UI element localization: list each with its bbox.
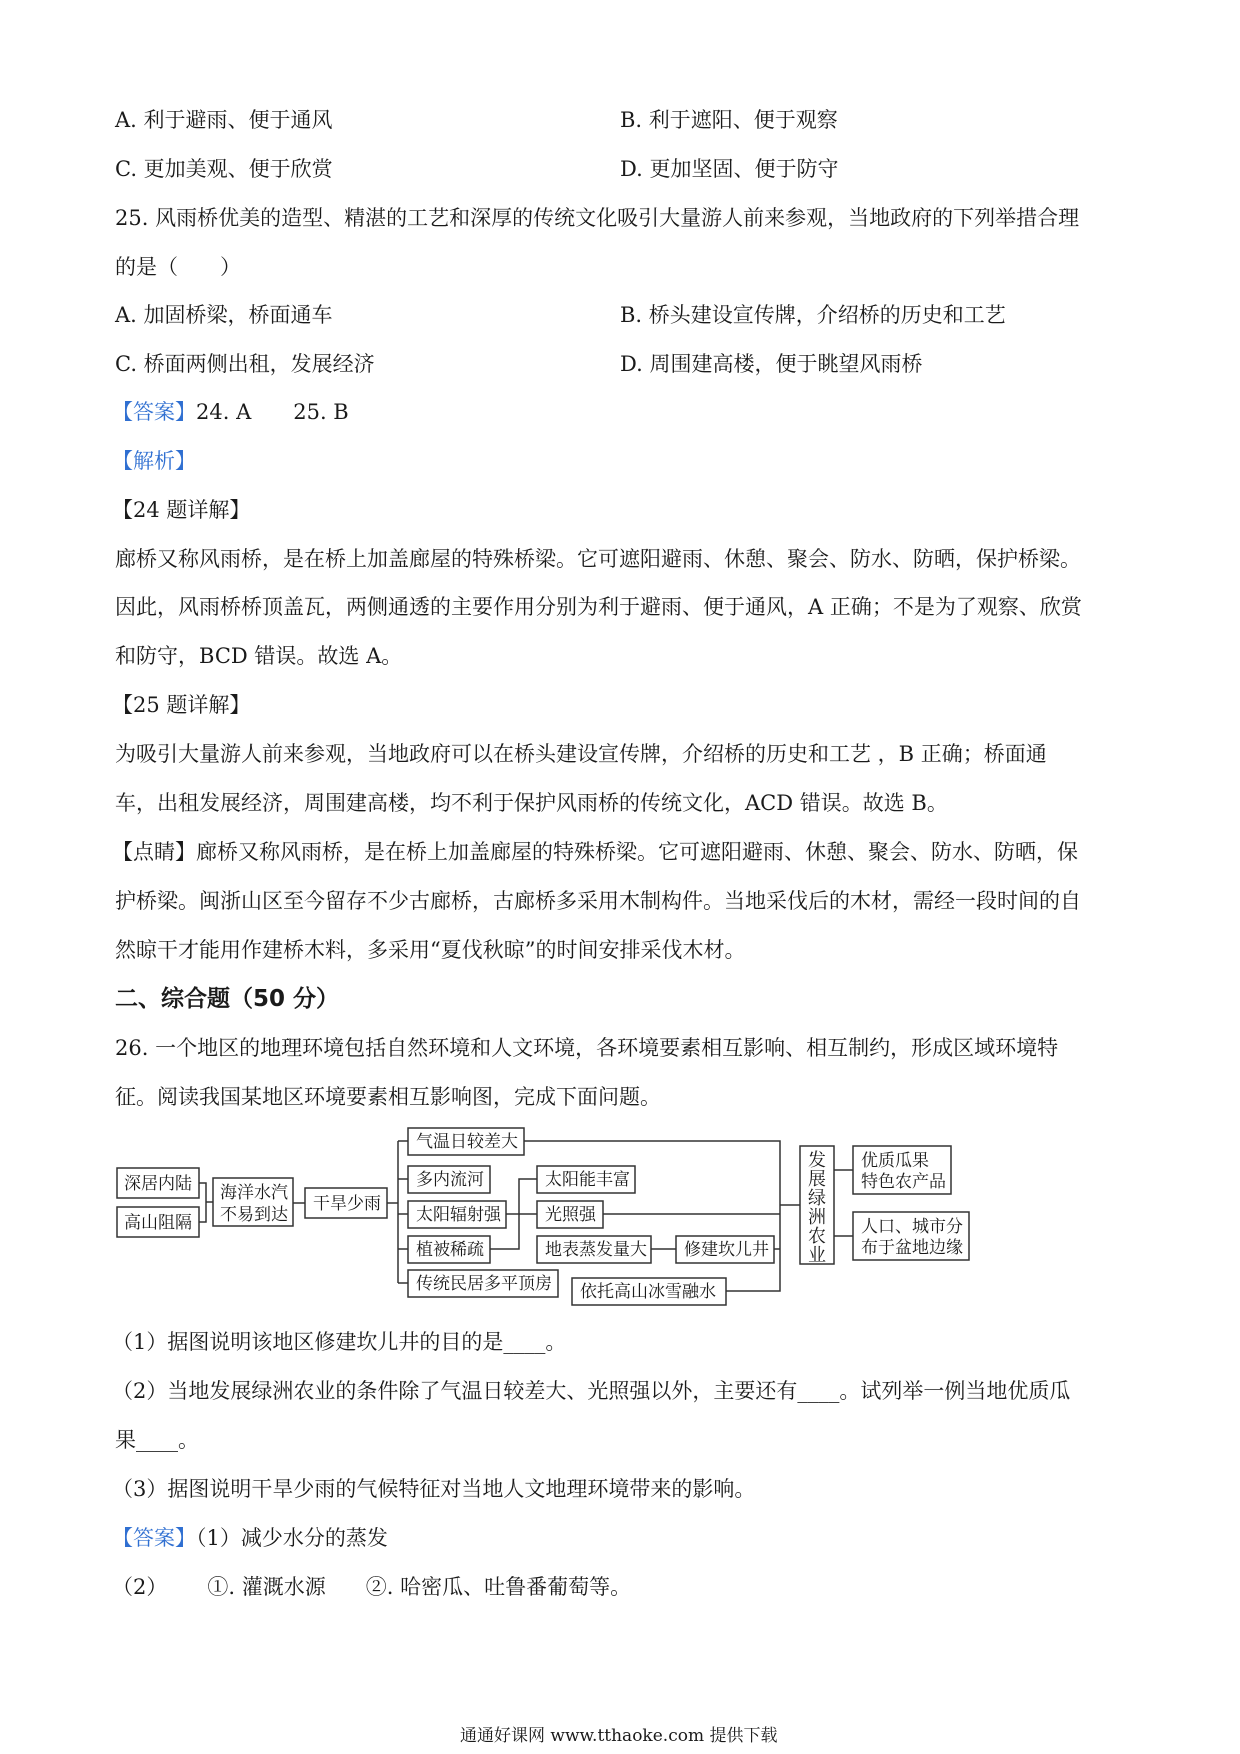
label-population-1: 人口、城市分 (861, 1217, 963, 1237)
detail-24-line1: 廊桥又称风雨桥，是在桥上加盖廊屋的特殊桥梁。它可遮阳避雨、休憩、聚会、防水、防晒，保护桥梁。 (115, 547, 1081, 571)
label-karez: 修建坎儿井 (684, 1240, 769, 1260)
answer-26-tag: 【答案】 (112, 1526, 196, 1550)
label-flat-roof: 传统民居多平顶房 (416, 1274, 552, 1294)
detail-25-title: 【25 题详解】 (112, 693, 251, 717)
label-population-2: 布于盆地边缘 (861, 1238, 963, 1258)
q25-stem-line1: 25. 风雨桥优美的造型、精湛的工艺和深厚的传统文化吸引大量游人前来参观，当地政府的下列举措合理 (115, 206, 1080, 230)
answer-tag: 【答案】 (112, 400, 196, 424)
detail-25-line1: 为吸引大量游人前来参观，当地政府可以在桥头建设宣传牌，介绍桥的历史和工艺 ，B 正确；桥面通 (115, 742, 1047, 766)
q26-part2-line2: 果____。 (115, 1428, 199, 1452)
label-oasis-char-6: 业 (808, 1245, 826, 1266)
answer-26-text-1: （1）减少水分的蒸发 (196, 1526, 388, 1550)
tip-text-1: 廊桥又称风雨桥，是在桥上加盖廊屋的特殊桥梁。它可遮阳避雨、休憩、聚会、防水、防晒，保 (196, 840, 1078, 864)
q26-part1: （1）据图说明该地区修建坎儿井的目的是____。 (112, 1330, 567, 1354)
label-oasis-char-3: 绿 (808, 1188, 826, 1209)
label-arid: 干旱少雨 (313, 1194, 381, 1214)
q25-option-d: D. 周围建高楼，便于眺望风雨桥 (620, 352, 923, 376)
answer-26-line2 (112, 1573, 631, 1601)
q25-option-c: C. 桥面两侧出租，发展经济 (115, 352, 375, 376)
label-oasis-char-1: 发 (808, 1150, 826, 1171)
q24-option-a: A. 利于避雨、便于通风 (115, 108, 333, 132)
q24-option-d: D. 更加坚固、便于防守 (620, 157, 839, 181)
label-oasis-char-5: 农 (808, 1226, 826, 1247)
answer-26-line1 (112, 1524, 388, 1552)
label-mountains: 高山阻隔 (124, 1213, 192, 1233)
tip-tag: 【点睛】 (112, 840, 196, 864)
q25-option-a: A. 加固桥梁，桥面通车 (115, 303, 333, 327)
label-solar-rad: 太阳辐射强 (416, 1205, 501, 1225)
footer-source: 通通好课网 www.tthaoke.com 提供下载 (460, 1726, 778, 1746)
detail-24-line2: 因此，风雨桥桥顶盖瓦，两侧通透的主要作用分别为利于避雨、便于通风，A 正确；不是为了观察、欣赏 (115, 595, 1082, 619)
detail-24-line3: 和防守，BCD 错误。故选 A。 (115, 644, 403, 668)
q24-option-c: C. 更加美观、便于欣赏 (115, 157, 333, 181)
tip-line2: 护桥梁。闽浙山区至今留存不少古廊桥，古廊桥多采用木制构件。当地采伐后的木材，需经一段时间的自 (115, 889, 1081, 913)
label-deep-inland: 深居内陆 (124, 1174, 192, 1194)
label-ocean-2: 不易到达 (220, 1205, 288, 1225)
label-temp-range: 气温日较差大 (416, 1132, 518, 1152)
label-oasis-char-2: 展 (808, 1169, 826, 1190)
label-solar-energy: 太阳能丰富 (545, 1170, 630, 1190)
label-fruit-2: 特色农产品 (861, 1172, 946, 1192)
label-ocean-1: 海洋水汽 (220, 1183, 288, 1203)
tip-line3: 然晾干才能用作建桥木料，多采用“夏伐秋晾”的时间安排采伐木材。 (115, 938, 746, 962)
detail-25-line2: 车，出租发展经济，周围建高楼，均不利于保护风雨桥的传统文化，ACD 错误。故选 B。 (115, 791, 948, 815)
label-sparse-veg: 植被稀疏 (416, 1240, 484, 1260)
answer-26-part2-a: ①. 灌溉水源 (207, 1575, 326, 1599)
label-evaporation: 地表蒸发量大 (545, 1240, 647, 1260)
answer-text: 24. A 25. B (196, 400, 349, 424)
q26-part3: （3）据图说明干旱少雨的气候特征对当地人文地理环境带来的影响。 (112, 1477, 756, 1501)
q25-stem-line2: 的是（ ） (115, 255, 241, 279)
section-title: 二、综合题（50 分） (115, 986, 340, 1012)
q25-option-b: B. 桥头建设宣传牌，介绍桥的历史和工艺 (620, 303, 1006, 327)
analysis-tag: 【解析】 (112, 449, 196, 473)
label-inland-rivers: 多内流河 (416, 1170, 484, 1190)
q26-stem-line1: 26. 一个地区的地理环境包括自然环境和人文环境，各环境要素相互影响、相互制约，形成区域环境特 (115, 1036, 1059, 1060)
detail-24-title: 【24 题详解】 (112, 498, 251, 522)
label-strong-light: 光照强 (545, 1205, 596, 1225)
q26-part2-line1: （2）当地发展绿洲农业的条件除了气温日较差大、光照强以外，主要还有____。试列举一例当地优质瓜 (112, 1379, 1071, 1403)
q26-stem-line2: 征。阅读我国某地区环境要素相互影响图，完成下面问题。 (115, 1085, 661, 1109)
label-glacier: 依托高山冰雪融水 (580, 1282, 716, 1302)
label-fruit-1: 优质瓜果 (861, 1151, 929, 1171)
q24-option-b: B. 利于遮阳、便于观察 (620, 108, 838, 132)
answer-26-part2-b: ②. 哈密瓜、吐鲁番葡萄等。 (365, 1575, 632, 1599)
label-oasis-char-4: 洲 (808, 1207, 826, 1228)
answer-26-part2-label: （2） (112, 1575, 168, 1599)
